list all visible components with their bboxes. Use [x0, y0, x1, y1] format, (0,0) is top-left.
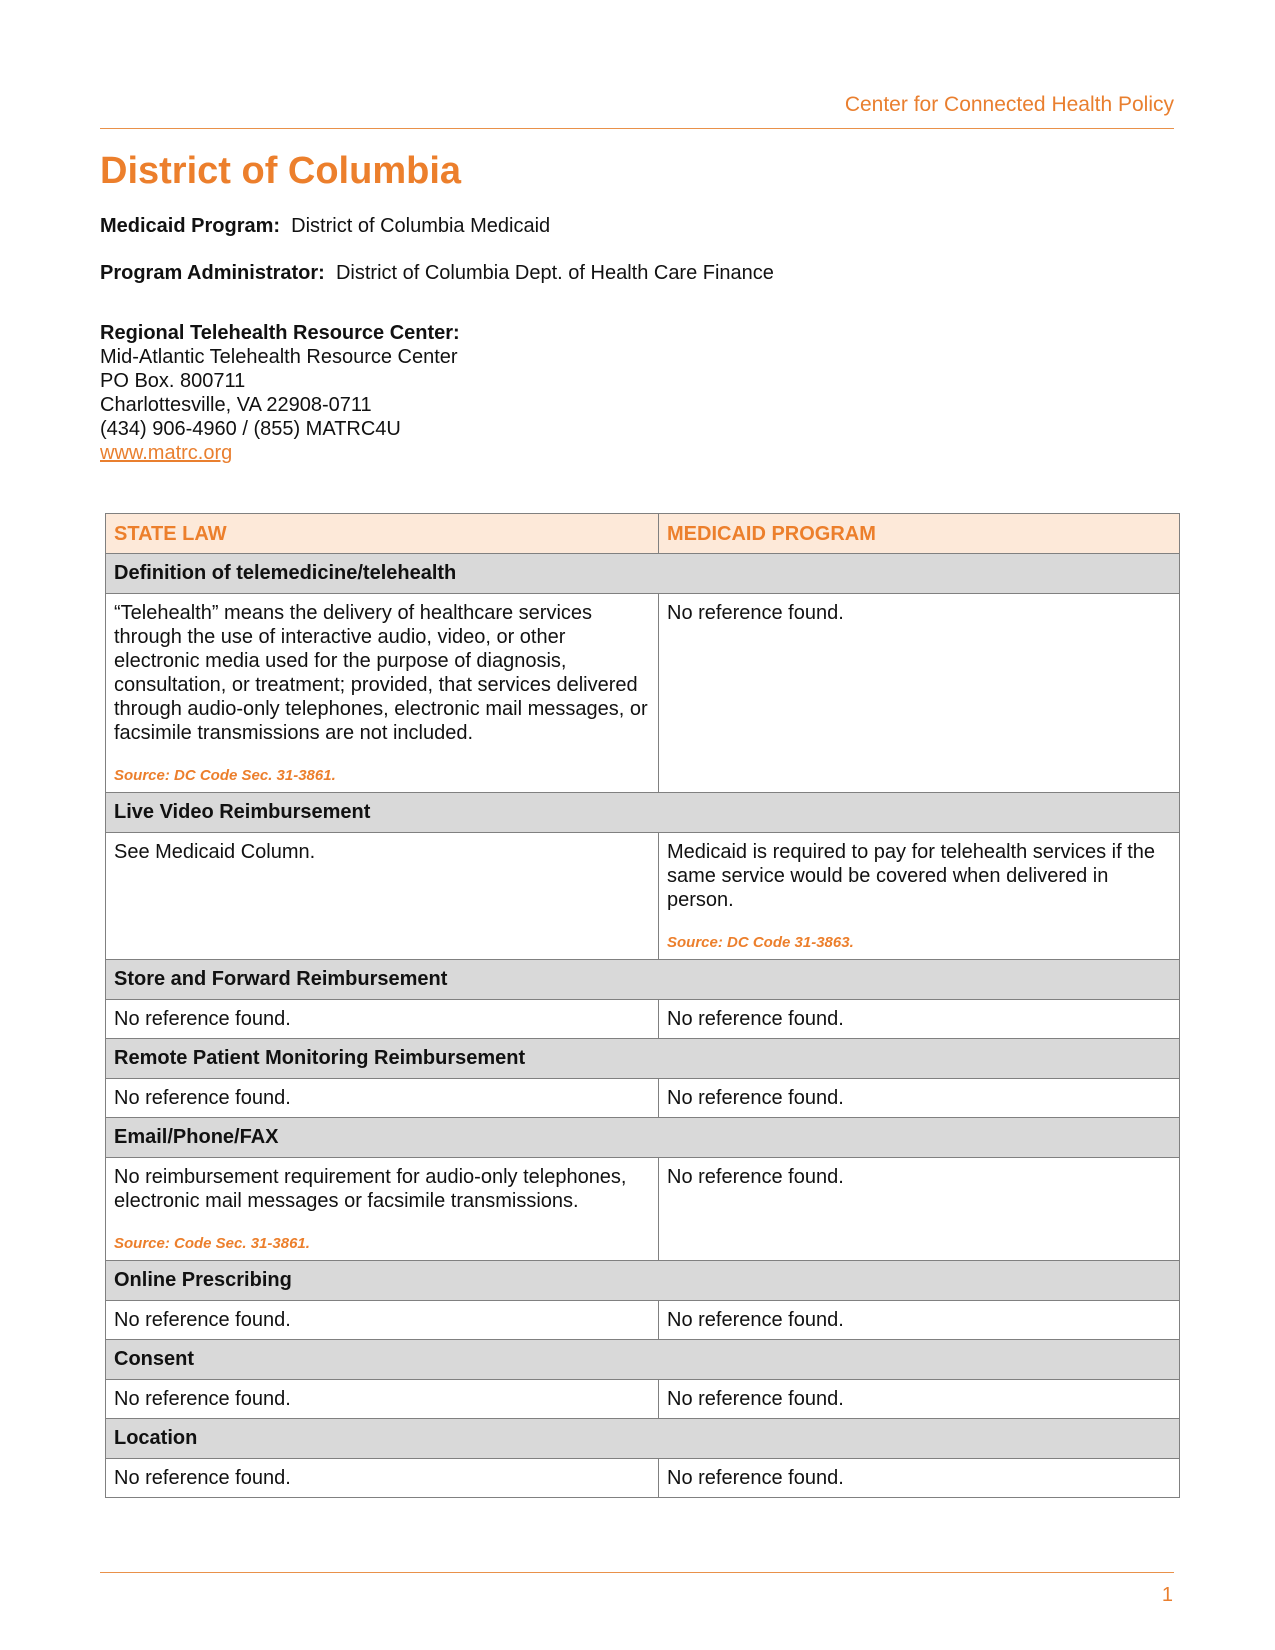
table-row: [106, 1079, 1180, 1118]
state-law-cell: No reference found.: [106, 1079, 659, 1118]
program-administrator-value: District of Columbia Dept. of Health Care Finance: [335, 262, 774, 284]
medicaid-program-line: [100, 214, 550, 238]
resource-center-website-link[interactable]: www.matrc.org: [100, 442, 233, 464]
header-organization: Center for Connected Health Policy: [844, 93, 1174, 116]
medicaid-cell: [659, 1158, 1180, 1261]
section-title: Online Prescribing: [106, 1261, 1180, 1301]
state-law-cell: No reference found.: [106, 1380, 659, 1419]
section-header-row: [106, 1039, 1180, 1079]
column-header-state-law: STATE LAW: [106, 514, 659, 554]
policy-table: [105, 513, 1180, 1498]
table-row: [106, 1380, 1180, 1419]
resource-center-city: Charlottesville, VA 22908-0711: [100, 394, 372, 416]
section-title: Definition of telemedicine/telehealth: [106, 554, 1180, 594]
state-law-text: See Medicaid Column.: [114, 841, 316, 863]
resource-center-name: Mid-Atlantic Telehealth Resource Center: [100, 346, 458, 368]
medicaid-cell: [659, 833, 1180, 960]
state-law-cell: No reference found.: [106, 1301, 659, 1340]
table-header-row: [106, 514, 1180, 554]
section-header-row: [106, 1118, 1180, 1158]
section-header-row: [106, 1419, 1180, 1459]
section-header-row: [106, 1261, 1180, 1301]
section-title: Email/Phone/FAX: [106, 1118, 1180, 1158]
medicaid-cell: No reference found.: [659, 1380, 1180, 1419]
footer-divider: [100, 1572, 1174, 1573]
resource-center-phone: (434) 906-4960 / (855) MATRC4U: [100, 418, 401, 440]
section-title: Store and Forward Reimbursement: [106, 960, 1180, 1000]
table-row: [106, 1000, 1180, 1039]
medicaid-cell: No reference found.: [659, 1459, 1180, 1498]
state-law-source: Source: Code Sec. 31-3861.: [114, 1235, 310, 1252]
column-header-medicaid-program: MEDICAID PROGRAM: [659, 514, 1180, 554]
state-law-cell: No reference found.: [106, 1459, 659, 1498]
medicaid-program-value: District of Columbia Medicaid: [291, 215, 551, 237]
program-administrator-line: [100, 261, 774, 285]
state-law-cell: [106, 1158, 659, 1261]
state-law-text: “Telehealth” means the delivery of healthcare services through the use of interactive audio, video, or other electronic media used for the purpose of diagnosis, consultation, or treatment; provided, that services delivered through audio-only telephones, electronic mail messages, or facsimile transmissions are not included.: [114, 602, 648, 744]
section-header-row: [106, 1340, 1180, 1380]
state-law-cell: [106, 833, 659, 960]
medicaid-text: No reference found.: [667, 1166, 844, 1188]
section-header-row: [106, 793, 1180, 833]
state-law-source: Source: DC Code Sec. 31-3861.: [114, 767, 336, 784]
page-number: 1: [1161, 1584, 1173, 1606]
section-header-row: [106, 960, 1180, 1000]
medicaid-cell: No reference found.: [659, 1079, 1180, 1118]
resource-center-block: [100, 321, 460, 465]
medicaid-cell: No reference found.: [659, 1301, 1180, 1340]
table-row: [106, 594, 1180, 793]
state-law-cell: [106, 594, 659, 793]
resource-center-po-box: PO Box. 800711: [100, 370, 246, 392]
header-divider: [100, 128, 1174, 129]
medicaid-cell: [659, 594, 1180, 793]
medicaid-text: No reference found.: [667, 602, 844, 624]
state-law-text: No reimbursement requirement for audio-only telephones, electronic mail messages or facsimile transmissions.: [114, 1166, 627, 1212]
table-row: [106, 1158, 1180, 1261]
resource-center-label: Regional Telehealth Resource Center:: [100, 322, 460, 344]
table-row: [106, 833, 1180, 960]
medicaid-text: Medicaid is required to pay for telehealth services if the same service would be covered when delivered in person.: [667, 841, 1156, 911]
section-title: Remote Patient Monitoring Reimbursement: [106, 1039, 1180, 1079]
medicaid-source: Source: DC Code 31-3863.: [667, 934, 854, 951]
table-row: [106, 1301, 1180, 1340]
medicaid-cell: No reference found.: [659, 1000, 1180, 1039]
state-law-cell: No reference found.: [106, 1000, 659, 1039]
section-title: Live Video Reimbursement: [106, 793, 1180, 833]
table-row: [106, 1459, 1180, 1498]
page-title: District of Columbia: [100, 150, 462, 192]
program-administrator-label: Program Administrator:: [100, 262, 325, 284]
medicaid-program-label: Medicaid Program:: [100, 215, 281, 237]
section-header-row: [106, 554, 1180, 594]
section-title: Location: [106, 1419, 1180, 1459]
section-title: Consent: [106, 1340, 1180, 1380]
